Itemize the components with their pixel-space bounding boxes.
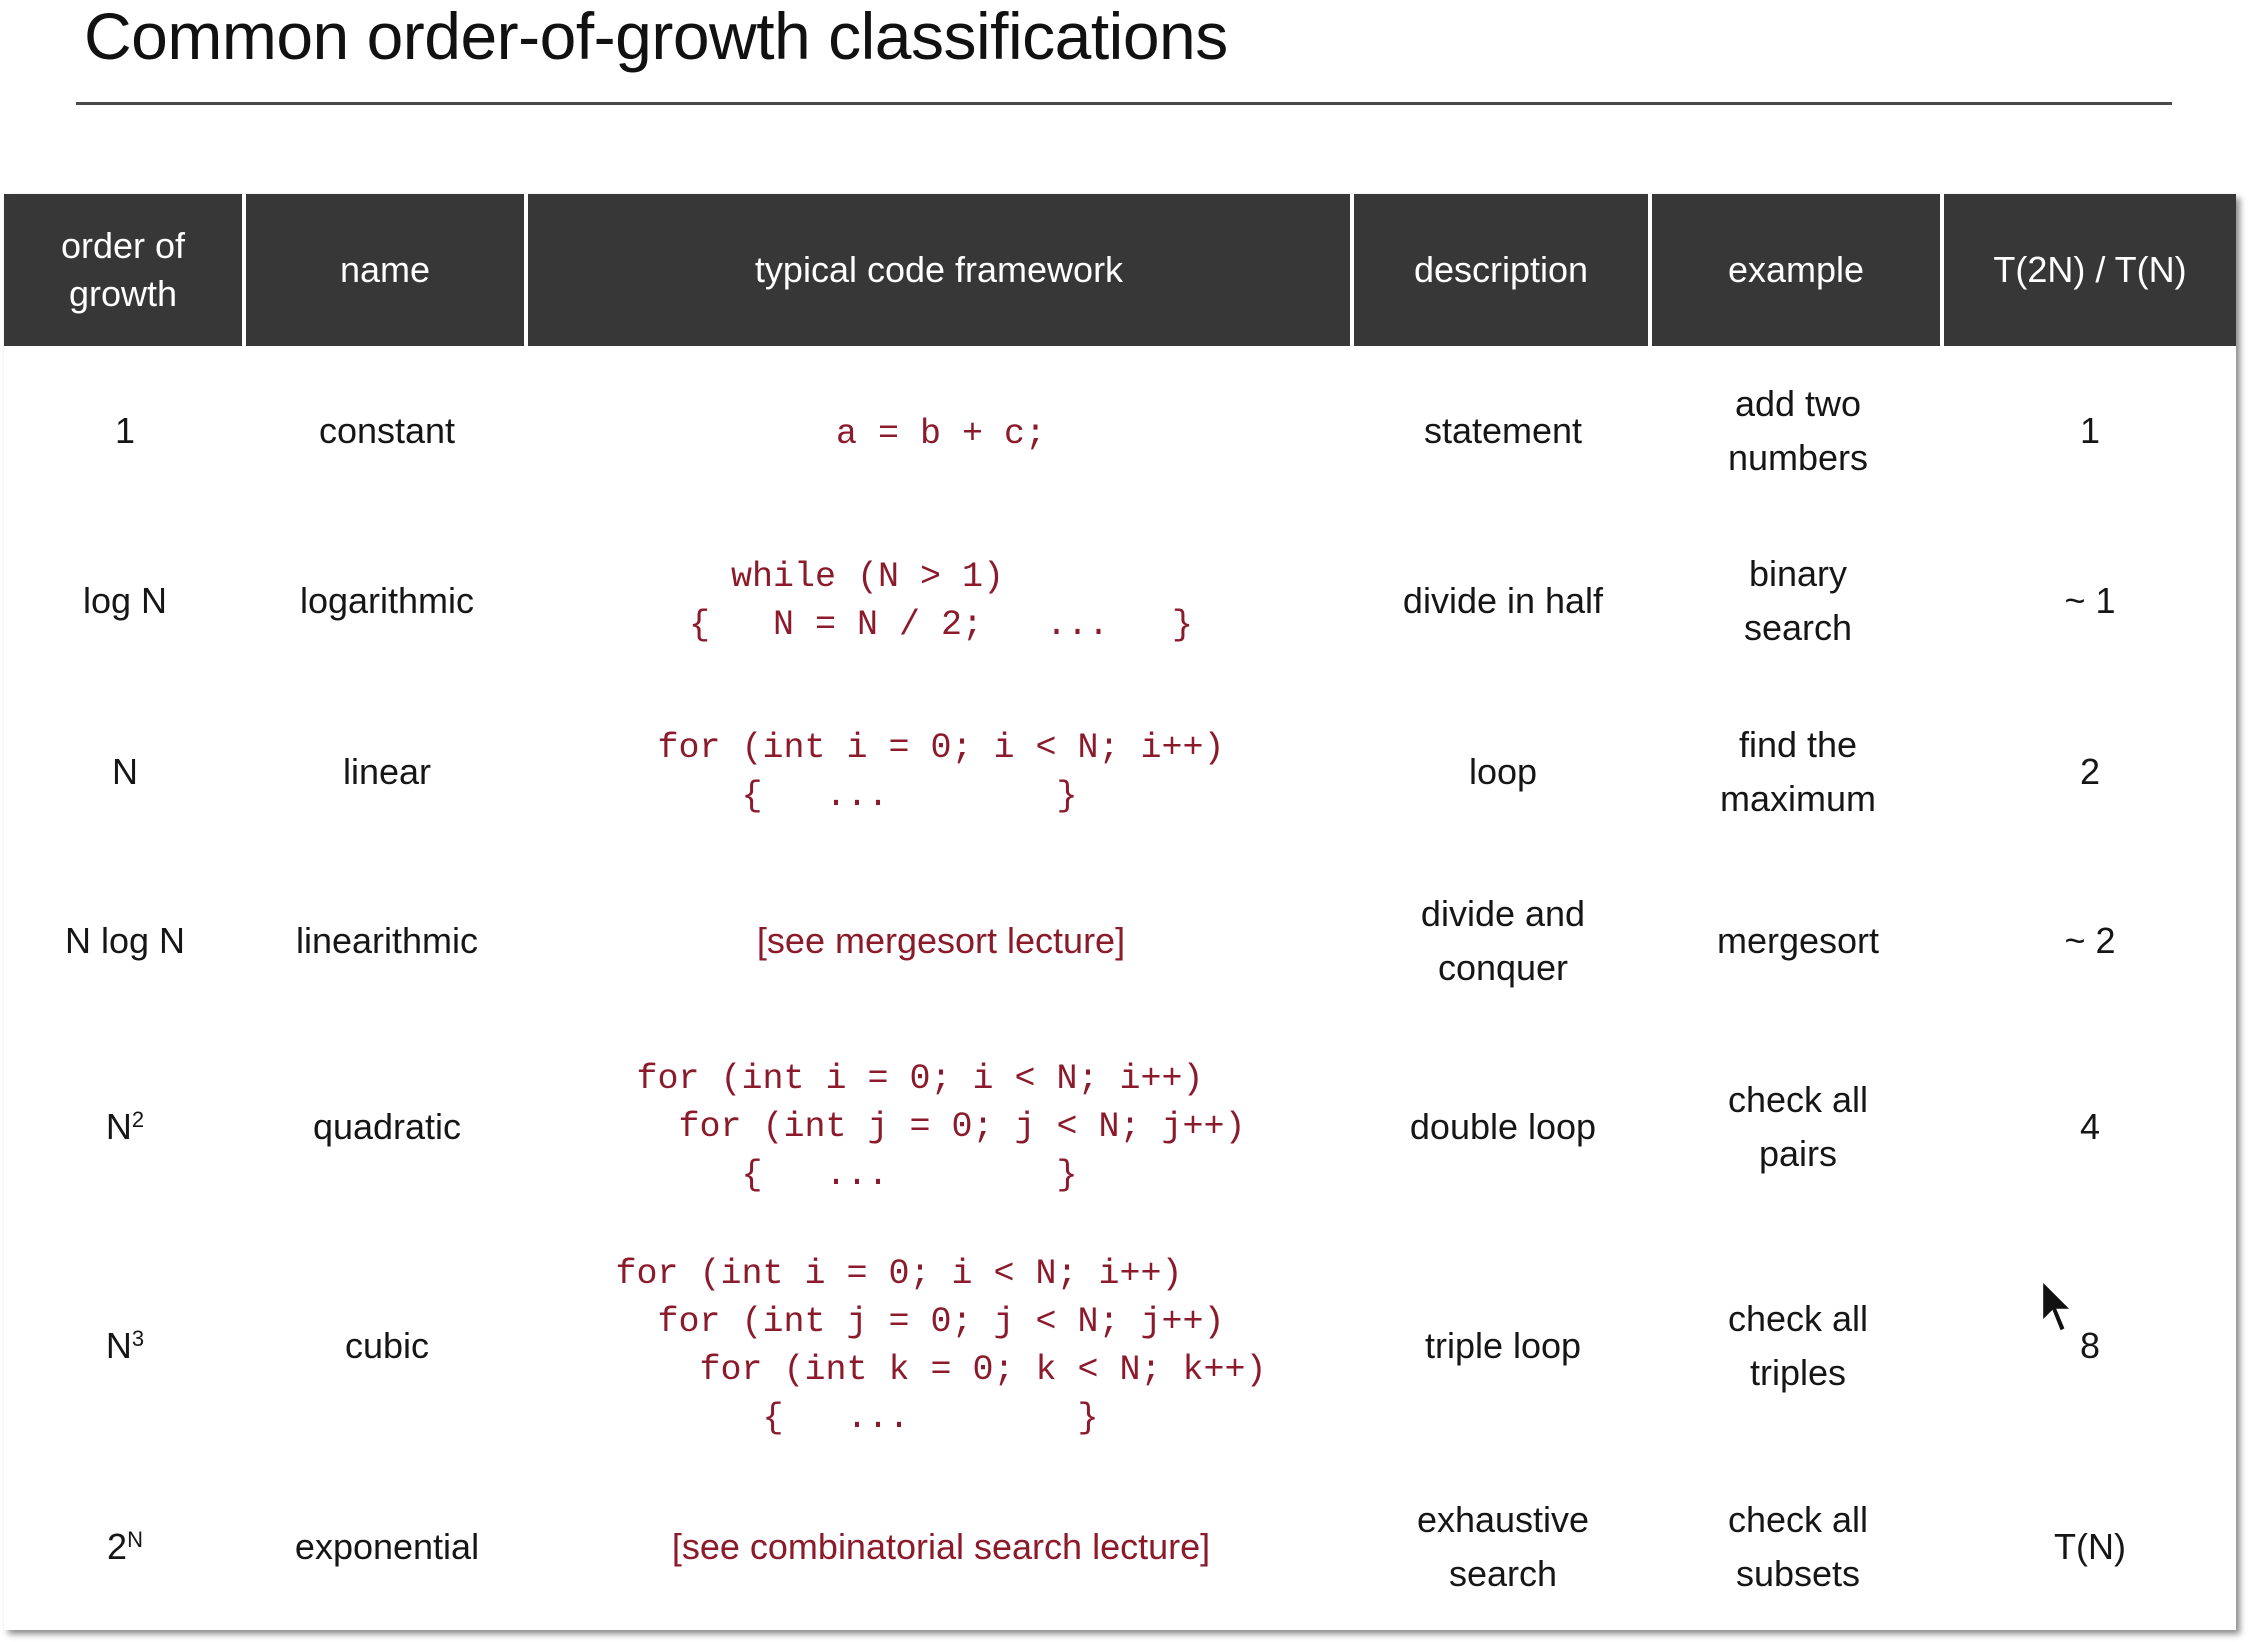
cell-example: check all subsets [1727,1498,1869,1594]
cell-example: find the maximum [1719,723,1876,819]
column-header-example: example [1652,194,1944,346]
order-base: 2 [107,1525,128,1567]
code-snippet: a = b + c; [835,414,1047,455]
cell-order [4,516,246,686]
cell-example: binary search [1743,553,1853,649]
column-header-code: typical code framework [528,194,1354,346]
cell-example: check all triples [1727,1298,1869,1394]
cell-example: add two numbers [1727,383,1869,479]
cell-example: mergesort [1716,919,1880,961]
cell-order [4,346,246,516]
cell-description: divide and conquer [1420,892,1586,988]
cell-name: linear [342,750,432,792]
cell-description: triple loop [1424,1325,1582,1367]
cell-code [528,346,1354,516]
order-of-growth-table [4,194,2236,1630]
order-base: N [105,1325,132,1367]
order-base: N log N [64,919,186,961]
cell-ratio: ~ 1 [2064,580,2116,622]
code-snippet: for (int i = 0; i < N; i++) for (int j = 0; j < N; j++) for (int k = 0; k < N; k++) { ... } [615,1254,1267,1439]
cell-code [528,687,1354,857]
cell-description: divide in half [1402,580,1604,622]
cell-ratio: 1 [2079,410,2101,452]
cell-ratio: 4 [2079,1106,2101,1148]
slide-title: Common order-of-growth classifications [84,0,1228,73]
cell-order [4,857,246,1025]
code-snippet: while (N > 1) { N = N / 2; ... } [688,557,1194,646]
cell-code [528,1025,1354,1229]
cell-name: logarithmic [299,580,475,622]
order-base: N [105,1106,132,1148]
cell-code [528,1464,1354,1630]
table-row [4,1229,2236,1463]
cell-name: exponential [294,1525,480,1567]
column-header-description: description [1354,194,1652,346]
table-row [4,346,2236,516]
order-base: 1 [114,410,136,452]
mouse-pointer-icon [2040,1278,2080,1336]
cell-ratio: T(N) [2054,1525,2126,1567]
cell-order [4,1464,246,1630]
table-row [4,857,2236,1025]
growth-table-frame [4,194,2236,1630]
order-exponent: 3 [131,1326,145,1352]
table-row [4,687,2236,857]
cell-code [528,857,1354,1025]
column-header-order: order of growth [4,194,246,346]
cell-order [4,1229,246,1463]
title-divider [76,102,2172,105]
cell-description: double loop [1409,1106,1597,1148]
cell-name: linearithmic [295,919,479,961]
code-snippet: for (int i = 0; i < N; i++) for (int j = 0; j < N; j++) { ... } [636,1059,1246,1196]
cell-ratio: ~ 2 [2064,919,2116,961]
cell-description: exhaustive search [1416,1498,1590,1594]
cell-name: constant [318,410,456,452]
cell-code [528,1229,1354,1463]
cell-code [528,516,1354,686]
column-header-ratio: T(2N) / T(N) [1944,194,2236,346]
cell-ratio: 2 [2079,750,2101,792]
table-row [4,516,2236,686]
cell-ratio: 8 [2079,1325,2101,1367]
order-base: N [112,750,138,792]
order-exponent: 2 [131,1107,145,1133]
cell-order [4,687,246,857]
order-base: log N [82,580,168,622]
code-reference: [see mergesort lecture] [756,919,1126,961]
cell-description: statement [1423,410,1583,452]
table-row [4,1464,2236,1630]
cell-name: cubic [344,1325,430,1367]
cell-example: check all pairs [1727,1079,1869,1175]
cell-order [4,1025,246,1229]
code-snippet: for (int i = 0; i < N; i++) { ... } [657,727,1225,816]
table-row [4,1025,2236,1229]
code-reference: [see combinatorial search lecture] [671,1525,1211,1567]
cell-name: quadratic [312,1106,462,1148]
table-body [4,346,2236,1630]
column-header-name: name [246,194,528,346]
cell-description: loop [1468,750,1538,792]
order-exponent: N [127,1526,143,1552]
table-header-row [4,194,2236,346]
